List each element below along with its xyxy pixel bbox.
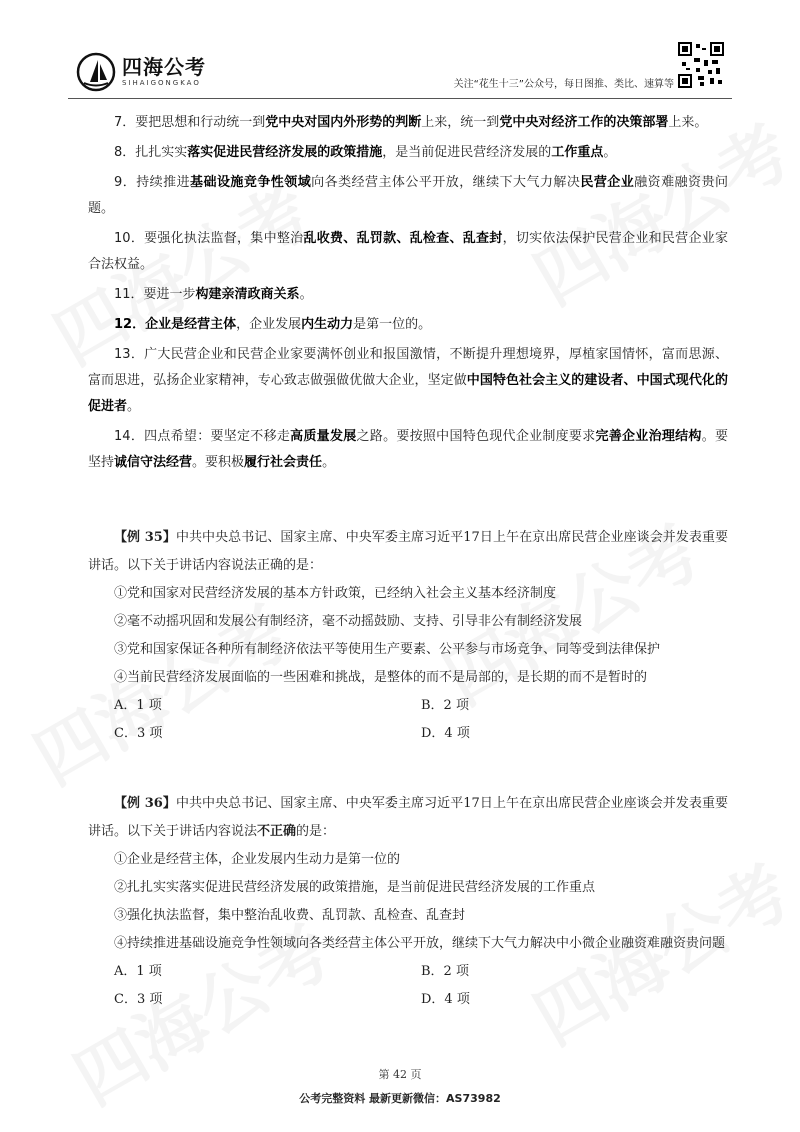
statement-item: ④当前民营经济发展面临的一些困难和挑战，是整体的而不是局部的，是长期的而不是暂时的 xyxy=(114,670,648,685)
key-point-paragraph xyxy=(88,424,728,476)
body-text: 上来，统一到 xyxy=(421,115,500,130)
statement-item: ②扎扎实实落实促进民营经济发展的政策措施，是当前促进民营经济发展的工作重点 xyxy=(114,880,596,895)
statement-item: ③党和国家保证各种所有制经济依法平等使用生产要素、公平参与市场竞争、同等受到法律保护 xyxy=(114,642,661,657)
body-text: 之路。要按照中国特色现代企业制度要求 xyxy=(356,429,596,444)
answer-option[interactable]: B．2 项 xyxy=(421,964,469,979)
answer-options xyxy=(114,692,728,748)
page-header xyxy=(68,42,732,98)
statement-item: ①企业是经营主体，企业发展内生动力是第一位的 xyxy=(114,852,401,867)
body-text: 13．广大民营企业和民营企业家要满怀创业和报国激情，不断提升理想境界，厚植家国情怀，富而思源、富而思进，弘扬企业家精神，专心致志做强做优做大企业，坚定做 xyxy=(88,347,728,388)
emphasis-text: 党中央对经济工作的决策部署 xyxy=(499,115,669,130)
key-point-paragraph xyxy=(88,312,728,338)
answer-option[interactable]: D．4 项 xyxy=(421,726,470,741)
follow-note: 关注“花生十三”公众号，每日图推、类比、速算等 xyxy=(453,79,674,90)
question-stem xyxy=(88,524,728,580)
emphasis-text: 履行社会责任 xyxy=(244,455,323,470)
question-tag: 【例 36】 xyxy=(114,796,176,811)
answer-option[interactable]: D．4 项 xyxy=(421,992,470,1007)
body-text: 。 xyxy=(127,399,141,414)
body-text: 11．要进一步 xyxy=(114,287,196,302)
body-text: ，是当前促进民营经济发展的 xyxy=(382,145,552,160)
body-text: 。 xyxy=(603,145,617,160)
key-point-paragraph xyxy=(88,342,728,420)
body-text: 。 xyxy=(322,455,336,470)
body-text: 9．持续推进 xyxy=(114,175,191,190)
brand-pinyin: SIHAIGONGKAO xyxy=(122,79,201,87)
sailboat-logo-icon xyxy=(76,52,116,92)
emphasis-text: 高质量发展 xyxy=(290,429,357,444)
body-text: ，企业发展 xyxy=(236,317,302,332)
body-text: 中共中央总书记、国家主席、中央军委主席习近平17日上午在京出席民营企业座谈会并发表重要讲话。以下关于讲话内容说法正确的是： xyxy=(88,530,729,573)
example-35 xyxy=(88,524,728,748)
statement-item: ③强化执法监督，集中整治乱收费、乱罚款、乱检查、乱查封 xyxy=(114,908,466,923)
emphasis-text: 工作重点 xyxy=(551,145,604,160)
body-text: 14．四点希望：要坚定不移走 xyxy=(114,429,291,444)
body-text: 。 xyxy=(299,287,313,302)
emphasis-text: 落实促进民营经济发展的政策措施 xyxy=(187,145,383,160)
key-points xyxy=(88,110,728,480)
key-point-paragraph xyxy=(88,282,728,308)
emphasis-text: 诚信守法经营 xyxy=(114,455,193,470)
brand-name: 四海公考 xyxy=(122,55,206,79)
header-divider xyxy=(68,98,732,99)
emphasis-text: 不正确 xyxy=(257,824,297,839)
body-text: 8．扎扎实实 xyxy=(114,145,188,160)
qr-code-icon xyxy=(678,42,724,88)
emphasis-text: 中国特色社会主义的建设者、中国式现代化的促进者 xyxy=(88,373,728,414)
body-text: 向各类经营主体公平开放，继续下大气力解决 xyxy=(311,175,581,190)
emphasis-text: 民营企业 xyxy=(580,175,635,190)
body-text: 的是： xyxy=(296,824,336,839)
answer-option[interactable]: A．1 项 xyxy=(114,964,162,979)
body-text: 。要积极 xyxy=(192,455,245,470)
question-tag: 【例 35】 xyxy=(114,530,176,545)
page-number: 第 42 页 xyxy=(378,1068,422,1081)
brand-logo xyxy=(76,50,206,94)
emphasis-text: 内生动力 xyxy=(301,317,354,332)
answer-option[interactable]: B．2 项 xyxy=(421,698,469,713)
emphasis-text: 乱收费、乱罚款、乱检查、乱查封 xyxy=(303,231,503,246)
body-text: 是第一位的。 xyxy=(353,317,432,332)
answer-options xyxy=(114,958,728,1014)
example-36 xyxy=(88,790,728,1014)
body-text: 中共中央总书记、国家主席、中央军委主席习近平17日上午在京出席民营企业座谈会并发表重要讲话。以下关于讲话内容说法 xyxy=(88,796,729,839)
footer-note: 公考完整资料 最新更新微信：AS73982 xyxy=(299,1092,501,1105)
emphasis-text: 党中央对国内外形势的判断 xyxy=(265,115,422,130)
key-point-paragraph xyxy=(88,226,728,278)
answer-option[interactable]: C．3 项 xyxy=(114,992,163,1007)
emphasis-text: 构建亲清政商关系 xyxy=(195,287,300,302)
statement-item: ④持续推进基础设施竞争性领域向各类经营主体公平开放，继续下大气力解决中小微企业融资难融资贵问题 xyxy=(114,936,726,951)
emphasis-text: 12．企业是经营主体 xyxy=(114,317,237,332)
key-point-paragraph xyxy=(88,170,728,222)
body-text: 上来。 xyxy=(668,115,708,130)
emphasis-text: 基础设施竞争性领域 xyxy=(190,175,312,190)
statement-item: ①党和国家对民营经济发展的基本方针政策，已经纳入社会主义基本经济制度 xyxy=(114,586,557,601)
answer-option[interactable]: C．3 项 xyxy=(114,726,163,741)
statement-item: ②毫不动摇巩固和发展公有制经济，毫不动摇鼓励、支持、引导非公有制经济发展 xyxy=(114,614,583,629)
body-text: 7．要把思想和行动统一到 xyxy=(114,115,266,130)
body-text: 融资难融资贵问题。 xyxy=(88,175,728,216)
question-stem xyxy=(88,790,728,846)
key-point-paragraph xyxy=(88,110,728,136)
body-text: ，切实依法保护民营企业和民营企业家合法权益。 xyxy=(88,231,728,272)
emphasis-text: 完善企业治理结构 xyxy=(595,429,702,444)
body-text: 。要坚持 xyxy=(88,429,728,470)
body-text: 10．要强化执法监督，集中整治 xyxy=(114,231,304,246)
answer-option[interactable]: A．1 项 xyxy=(114,698,162,713)
key-point-paragraph xyxy=(88,140,728,166)
